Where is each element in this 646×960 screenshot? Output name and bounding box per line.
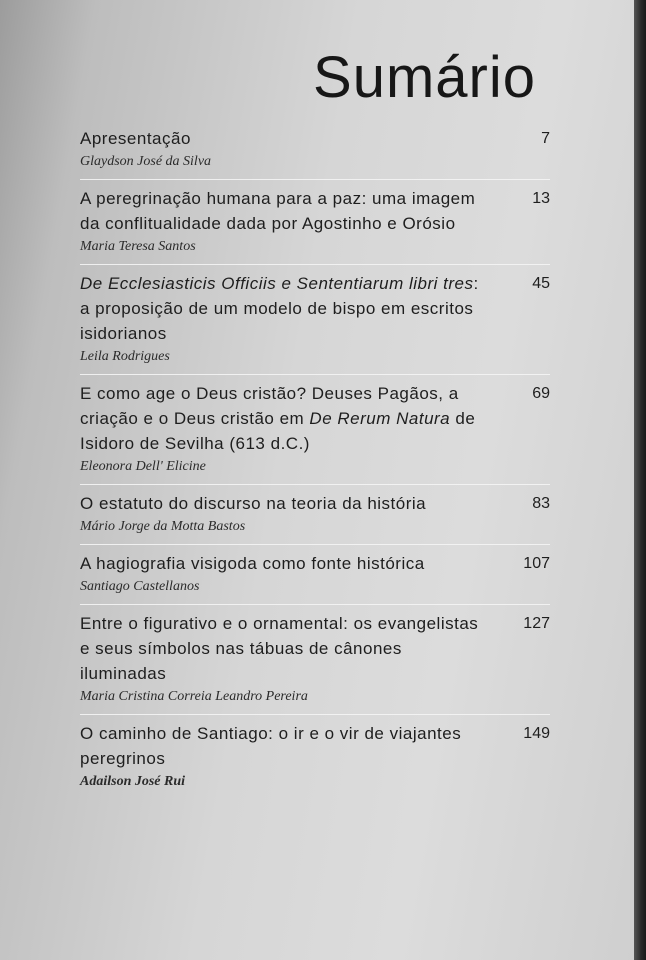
entry-title-rest: : a proposição de um modelo de bispo em escritos isidorianos	[80, 274, 479, 343]
entry-title: Apresentação	[80, 129, 191, 148]
toc-entry	[80, 271, 550, 368]
toc-entry	[80, 551, 550, 598]
toc-entry	[80, 126, 550, 173]
toc-entry	[80, 721, 550, 793]
entry-title: Entre o figurativo e o ornamental: os evangelistas e seus símbolos nas tábuas de cânones iluminadas	[80, 614, 479, 683]
entry-page-number: 7	[541, 130, 550, 147]
entry-title-start: E como age o Deus cristão? Deuses Pagãos, a criação e o Deus cristão em	[80, 384, 459, 428]
entry-title-italic: De Ecclesiasticis Officiis e Sententiarum libri tres	[80, 274, 474, 293]
entry-title	[80, 381, 490, 456]
entry-author: Adailson José Rui	[80, 774, 186, 789]
divider	[80, 714, 550, 715]
page-title: Sumário	[313, 45, 536, 110]
table-of-contents	[80, 126, 550, 799]
divider	[80, 179, 550, 180]
entry-author: Mário Jorge da Motta Bastos	[80, 519, 246, 534]
entry-title-end: de Isidoro de Sevilha (613 d.C.)	[80, 409, 476, 453]
entry-page-number: 149	[523, 725, 550, 742]
entry-title: A peregrinação humana para a paz: uma imagem da conflitualidade dada por Agostinho e Orósio	[80, 189, 476, 233]
divider	[80, 264, 550, 265]
entry-author: Santiago Castellanos	[80, 579, 200, 594]
entry-title: A hagiografia visigoda como fonte histórica	[80, 554, 425, 573]
entry-title: O estatuto do discurso na teoria da história	[80, 494, 427, 513]
entry-author: Leila Rodrigues	[80, 349, 170, 364]
divider	[80, 544, 550, 545]
toc-entry	[80, 491, 550, 538]
page-edge-shadow	[634, 0, 646, 960]
divider	[80, 374, 550, 375]
entry-page-number: 107	[523, 555, 550, 572]
entry-author: Glaydson José da Silva	[80, 154, 212, 169]
toc-entry	[80, 186, 550, 258]
entry-title-italic: De Rerum Natura	[309, 409, 451, 428]
entry-title	[80, 271, 490, 346]
entry-page-number: 13	[532, 190, 550, 207]
entry-page-number: 127	[523, 615, 550, 632]
entry-page-number: 69	[532, 385, 550, 402]
divider	[80, 604, 550, 605]
entry-author: Maria Cristina Correia Leandro Pereira	[80, 689, 308, 704]
entry-author: Eleonora Dell' Elicine	[80, 459, 206, 474]
toc-entry	[80, 611, 550, 708]
entry-title: O caminho de Santiago: o ir e o vir de viajantes peregrinos	[80, 724, 462, 768]
toc-entry	[80, 381, 550, 478]
entry-page-number: 45	[532, 275, 550, 292]
entry-author: Maria Teresa Santos	[80, 239, 196, 254]
divider	[80, 484, 550, 485]
entry-page-number: 83	[532, 495, 550, 512]
